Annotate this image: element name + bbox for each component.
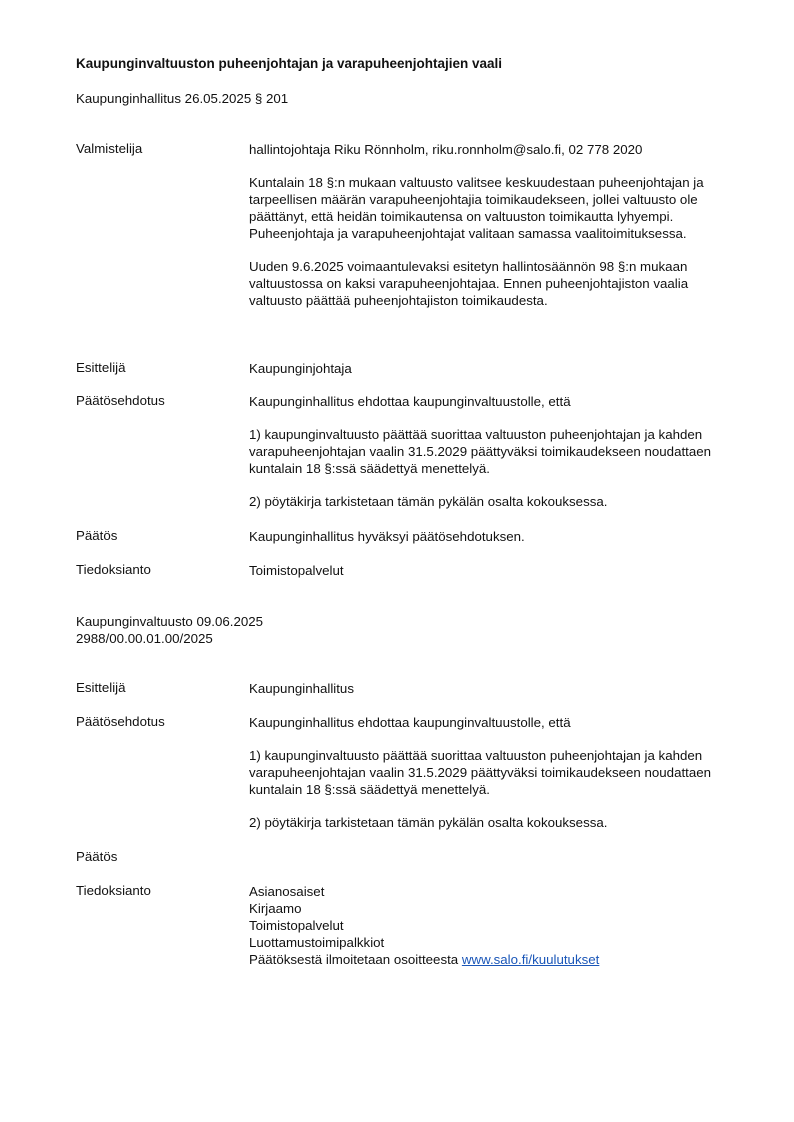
recipient-item: Luottamustoimipalkkiot — [249, 935, 385, 950]
value-paatos: Kaupunginhallitus hyväksyi päätösehdotuksen. — [249, 529, 525, 544]
recipient-item: Toimistopalvelut — [249, 918, 344, 933]
label-paatos: Päätös — [76, 528, 118, 543]
value-paatos-empty — [249, 849, 738, 864]
proposal-item-2: 2) pöytäkirja tarkistetaan tämän pykälän osalta kokouksessa. — [249, 815, 608, 830]
label-esittelija: Esittelijä — [76, 360, 126, 375]
label-tiedoksianto: Tiedoksianto — [76, 562, 151, 577]
record-id: 2988/00.00.01.00/2025 — [76, 631, 213, 646]
proposal-intro: Kaupunginhallitus ehdottaa kaupunginvaltuustolle, että — [249, 394, 571, 409]
row-valmistelija — [76, 141, 738, 309]
recipient-item: Asianosaiset — [249, 884, 325, 899]
value-tiedoksianto-list — [249, 883, 738, 968]
notice-link[interactable]: www.salo.fi/kuulutukset — [461, 952, 600, 967]
label-valmistelija: Valmistelija — [76, 141, 143, 156]
value-tiedoksianto: Toimistopalvelut — [249, 563, 344, 578]
notice-text: Päätöksestä ilmoitetaan osoitteesta — [249, 952, 462, 967]
label-paatos: Päätös — [76, 849, 118, 864]
proposal-item-1: 1) kaupunginvaltuusto päättää suorittaa valtuuston puheenjohtajan ja kahden varapuheenjohtajan vaalin 31.5.2029 päättyväksi toimikaudekseen noudattaen kuntalain 18 §:ssä säädettyä menettelyä. — [249, 748, 712, 797]
value-valmistelija — [249, 141, 738, 309]
preparer-info: hallintojohtaja Riku Rönnholm, riku.ronnholm@salo.fi, 02 778 2020 — [249, 142, 643, 157]
row-paatos — [76, 528, 738, 545]
proposal-item-2: 2) pöytäkirja tarkistetaan tämän pykälän osalta kokouksessa. — [249, 494, 608, 509]
row-tiedoksianto — [76, 562, 738, 579]
proposal-intro: Kaupunginhallitus ehdottaa kaupunginvaltuustolle, että — [249, 715, 571, 730]
row-paatosehdotus — [76, 393, 738, 510]
label-tiedoksianto: Tiedoksianto — [76, 883, 151, 898]
value-paatosehdotus — [249, 393, 738, 510]
proposal-item-1: 1) kaupunginvaltuusto päättää suorittaa valtuuston puheenjohtajan ja kahden varapuheenjohtajan vaalin 31.5.2029 päättyväksi toimikaudekseen noudattaen kuntalain 18 §:ssä säädettyä menettelyä. — [249, 427, 712, 476]
row-esittelija-2 — [76, 680, 738, 697]
preparation-paragraph-2: Uuden 9.6.2025 voimaantulevaksi esitetyn hallintosäännön 98 §:n mukaan valtuustossa on kaksi varapuheenjohtajaa. Ennen puheenjohtajiston vaalia valtuusto päättää puheenjohtajiston toimikaudesta. — [249, 259, 689, 308]
meeting-heading-council — [76, 613, 263, 647]
row-tiedoksianto-2 — [76, 883, 738, 968]
value-esittelija: Kaupunginjohtaja — [249, 361, 352, 376]
notice-line — [249, 951, 738, 968]
value-paatosehdotus — [249, 714, 738, 831]
label-paatosehdotus: Päätösehdotus — [76, 714, 165, 729]
row-esittelija — [76, 360, 738, 377]
label-paatosehdotus: Päätösehdotus — [76, 393, 165, 408]
row-paatos-2 — [76, 849, 738, 864]
row-paatosehdotus-2 — [76, 714, 738, 831]
label-esittelija: Esittelijä — [76, 680, 126, 695]
recipient-item: Kirjaamo — [249, 901, 302, 916]
meeting-heading-board: Kaupunginhallitus 26.05.2025 § 201 — [76, 91, 289, 106]
preparation-paragraph-1: Kuntalain 18 §:n mukaan valtuusto valitsee keskuudestaan puheenjohtajan ja tarpeellisen määrän varapuheenjohtajia toimikaudekseen, jollei valtuusto ole päättänyt, että heidän toimikautensa on valtuuston toimikautta lyhyempi. Puheenjohtaja ja varapuheenjohtajat valitaan samassa vaalitoimituksessa. — [249, 175, 704, 241]
value-esittelija: Kaupunginhallitus — [249, 681, 354, 696]
document-title: Kaupunginvaltuuston puheenjohtajan ja varapuheenjohtajien vaali — [76, 56, 503, 71]
council-meeting-date: Kaupunginvaltuusto 09.06.2025 — [76, 614, 264, 629]
